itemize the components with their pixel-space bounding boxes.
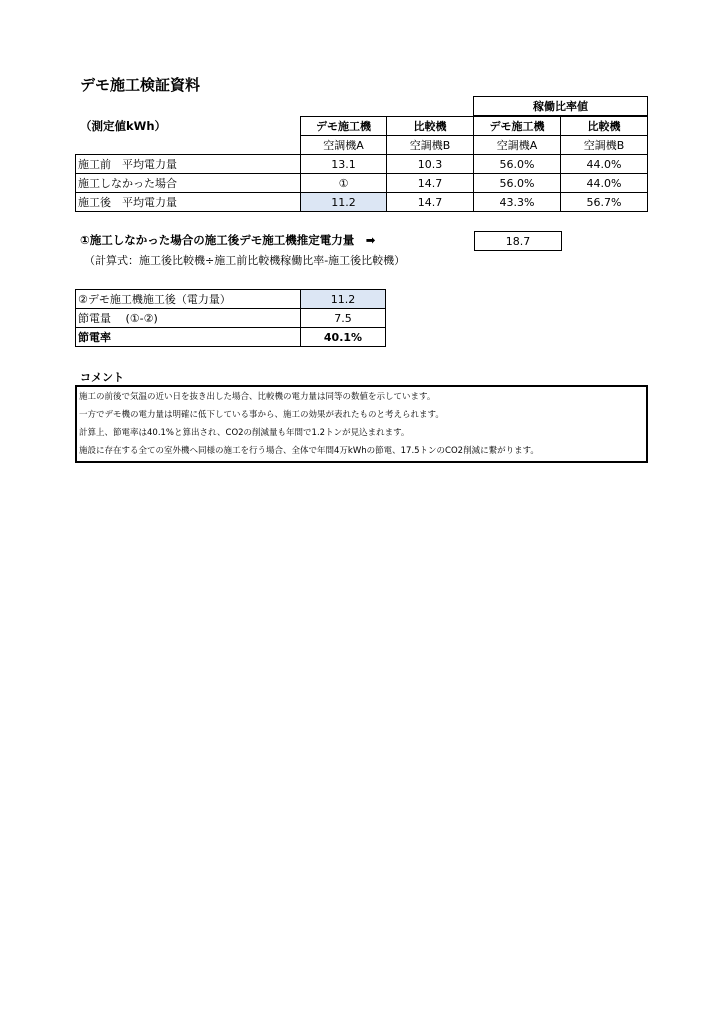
- table-cell-highlight: 11.2: [300, 192, 387, 212]
- col-header-ratio-compare: 比較機: [560, 116, 648, 136]
- comment-line: 施設に存在する全ての室外機へ同様の施工を行う場合、全体で年間4万kWhの節電、17.5トンのCO2削減に繋がります。: [79, 446, 539, 456]
- table-cell: 43.3%: [473, 192, 561, 212]
- comment-line: 一方でデモ機の電力量は明確に低下している事から、施工の効果が表れたものと考えられます。: [79, 410, 444, 420]
- estimate-label: ①施工しなかった場合の施工後デモ施工機推定電力量 ➡: [80, 233, 376, 247]
- ratio-group-header: 稼働比率値: [473, 96, 648, 116]
- table-cell: 13.1: [300, 154, 387, 174]
- table-cell: 56.0%: [473, 173, 561, 193]
- sub-header-b: 空調機B: [386, 135, 474, 155]
- col-header-demo: デモ施工機: [300, 116, 387, 136]
- table-cell: 56.7%: [560, 192, 648, 212]
- row-label-no-install: 施工しなかった場合: [75, 173, 301, 193]
- summary-label-saving: 節電量 (①-②): [75, 308, 301, 328]
- summary-value-after: 11.2: [300, 289, 386, 309]
- page-title: デモ施工検証資料: [80, 76, 201, 94]
- summary-value-rate: 40.1%: [300, 327, 386, 347]
- sub-header-ratio-a: 空調機A: [473, 135, 561, 155]
- comment-heading: コメント: [80, 371, 124, 384]
- table-cell: 44.0%: [560, 154, 648, 174]
- table-cell: 14.7: [386, 192, 474, 212]
- table-cell: 56.0%: [473, 154, 561, 174]
- row-label-after: 施工後 平均電力量: [75, 192, 301, 212]
- table-cell: 14.7: [386, 173, 474, 193]
- summary-label-after: ②デモ施工機施工後（電力量）: [75, 289, 301, 309]
- estimate-value: 18.7: [474, 231, 562, 251]
- col-header-compare: 比較機: [386, 116, 474, 136]
- col-header-ratio-demo: デモ施工機: [473, 116, 561, 136]
- summary-label-rate: 節電率: [75, 327, 301, 347]
- comment-line: 施工の前後で気温の近い日を抜き出した場合、比較機の電力量は同等の数値を示しています。: [79, 392, 436, 402]
- sub-header-a: 空調機A: [300, 135, 387, 155]
- table-cell: ①: [300, 173, 387, 193]
- sub-header-ratio-b: 空調機B: [560, 135, 648, 155]
- table-cell: 44.0%: [560, 173, 648, 193]
- comment-box: [75, 385, 648, 463]
- summary-value-saving: 7.5: [300, 308, 386, 328]
- comment-line: 計算上、節電率は40.1%と算出され、CO2の削減量も年間で1.2トンが見込まれます。: [79, 428, 410, 438]
- row-label-before: 施工前 平均電力量: [75, 154, 301, 174]
- estimate-formula: （計算式：施工後比較機÷施工前比較機稼働比率-施工後比較機）: [84, 254, 406, 267]
- table-cell: 10.3: [386, 154, 474, 174]
- unit-label: （測定値kWh）: [80, 119, 167, 133]
